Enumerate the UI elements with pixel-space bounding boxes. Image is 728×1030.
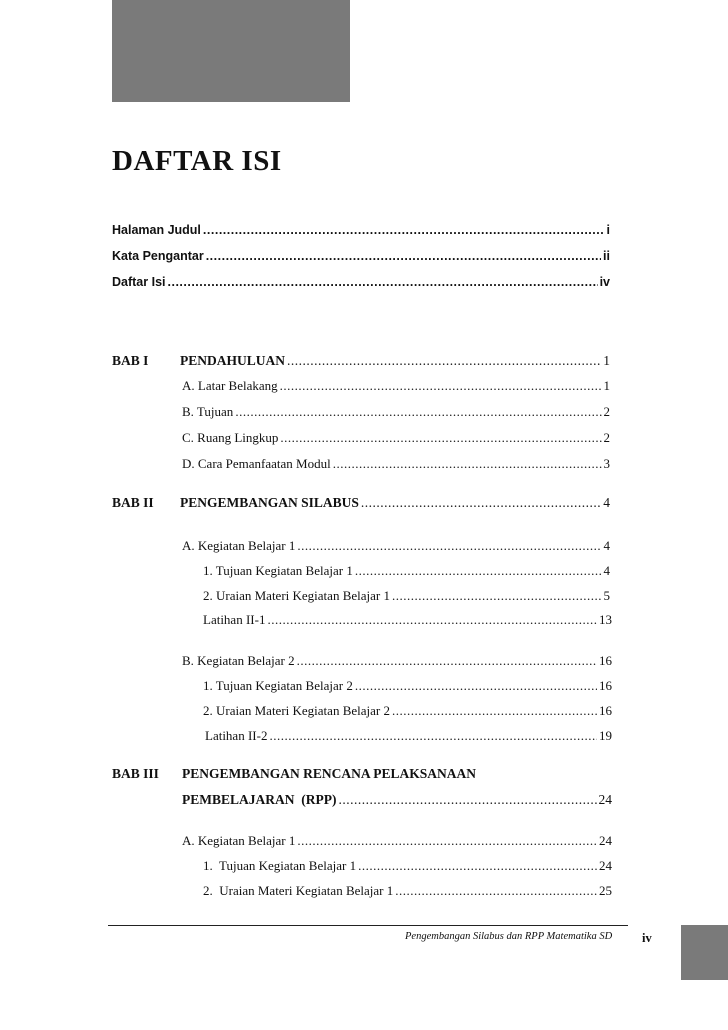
toc-entry-halaman-judul[interactable] (112, 221, 610, 239)
toc-entry-label: 2. Uraian Materi Kegiatan Belajar 1 (203, 588, 390, 603)
toc-entry-label: A. Kegiatan Belajar 1 (182, 538, 296, 553)
toc-entry-label: Latihan II-1 (203, 612, 266, 627)
toc-entry-tujuan-kb1[interactable] (203, 562, 610, 580)
toc-entry-page: 25 (599, 883, 612, 898)
toc-entry-label: D. Cara Pemanfaatan Modul (182, 456, 331, 471)
dot-leader (168, 273, 598, 291)
toc-entry-kata-pengantar[interactable] (112, 247, 610, 265)
dot-leader (297, 537, 601, 555)
toc-entry-latihan-ii-2[interactable] (205, 727, 612, 745)
toc-entry-label: 1. Tujuan Kegiatan Belajar 2 (203, 678, 353, 693)
toc-entry-page: 13 (599, 612, 612, 627)
dot-leader (395, 882, 597, 900)
toc-entry-page: 2 (603, 430, 610, 445)
toc-entry-page: ii (603, 249, 610, 263)
dot-leader (361, 494, 601, 512)
toc-entry-page: 5 (603, 588, 610, 603)
dot-leader (358, 857, 597, 875)
dot-leader (392, 587, 602, 605)
toc-entry-label: 1. Tujuan Kegiatan Belajar 1 (203, 563, 353, 578)
toc-chapter-title: PENDAHULUAN (180, 353, 286, 368)
toc-entry-label: B. Kegiatan Belajar 2 (182, 653, 295, 668)
dot-leader (333, 455, 602, 473)
toc-entry-page: 16 (599, 703, 612, 718)
dot-leader (267, 611, 597, 629)
toc-entry-uraian-materi-kb1-rpp[interactable] (203, 882, 612, 900)
toc-entry-daftar-isi[interactable] (112, 273, 610, 291)
chapter-code: BAB III (112, 766, 159, 781)
chapter-code: BAB II (112, 495, 154, 510)
toc-entry-uraian-materi-kb1[interactable] (203, 587, 610, 605)
dot-leader (235, 403, 601, 421)
toc-entry-page: 1 (603, 353, 610, 368)
toc-entry-page: iv (599, 275, 610, 289)
dot-leader (280, 377, 602, 395)
dot-leader (203, 221, 605, 239)
dot-leader (297, 832, 597, 850)
toc-entry-page: 16 (599, 678, 612, 693)
toc-entry-label: A. Latar Belakang (182, 378, 278, 393)
toc-entry-page: 1 (603, 378, 610, 393)
footer-grey-block (681, 925, 728, 980)
toc-chapter-bab-2[interactable] (180, 494, 610, 512)
toc-entry-kegiatan-belajar-2[interactable] (182, 652, 612, 670)
dot-leader (206, 247, 601, 265)
toc-entry-latar-belakang[interactable] (182, 377, 610, 395)
dot-leader (280, 429, 601, 447)
toc-entry-page: 24 (599, 833, 612, 848)
toc-chapter-title-line1[interactable]: PENGEMBANGAN RENCANA PELAKSANAAN (182, 766, 477, 781)
toc-entry-label: A. Kegiatan Belajar 1 (182, 833, 296, 848)
toc-entry-tujuan[interactable] (182, 403, 610, 421)
toc-entry-label: Halaman Judul (112, 223, 201, 237)
toc-entry-kegiatan-belajar-1[interactable] (182, 537, 610, 555)
dot-leader (355, 562, 602, 580)
header-grey-block (112, 0, 350, 102)
footer-divider (108, 925, 628, 926)
toc-entry-page: 19 (599, 728, 612, 743)
page-title: DAFTAR ISI (112, 145, 282, 177)
toc-chapter-title: PENGEMBANGAN SILABUS (180, 495, 359, 510)
toc-entry-label: Daftar Isi (112, 275, 166, 289)
dot-leader (392, 702, 597, 720)
toc-entry-page: 16 (599, 653, 612, 668)
toc-entry-tujuan-kb2[interactable] (203, 677, 612, 695)
footer-page-number: iv (642, 931, 652, 945)
toc-chapter-bab-1[interactable] (180, 352, 610, 370)
chapter-code: BAB I (112, 353, 149, 368)
toc-entry-label: Latihan II-2 (205, 728, 268, 743)
toc-entry-tujuan-kb1-rpp[interactable] (203, 857, 612, 875)
toc-entry-page: 4 (603, 538, 610, 553)
toc-entry-latihan-ii-1[interactable] (203, 611, 612, 629)
dot-leader (287, 352, 601, 370)
toc-entry-page: 4 (603, 563, 610, 578)
toc-entry-ruang-lingkup[interactable] (182, 429, 610, 447)
toc-chapter-title: PEMBELAJARAN (RPP) (182, 792, 337, 807)
toc-entry-page: 24 (598, 792, 612, 807)
toc-entry-label: 2. Uraian Materi Kegiatan Belajar 2 (203, 703, 390, 718)
toc-entry-page: 2 (603, 404, 610, 419)
toc-entry-label: B. Tujuan (182, 404, 234, 419)
toc-entry-page: 24 (599, 858, 612, 873)
dot-leader (355, 677, 597, 695)
toc-entry-kegiatan-belajar-1-rpp[interactable] (182, 832, 612, 850)
dot-leader (269, 727, 597, 745)
toc-entry-page: 3 (603, 456, 610, 471)
toc-entry-label: C. Ruang Lingkup (182, 430, 279, 445)
toc-entry-uraian-materi-kb2[interactable] (203, 702, 612, 720)
toc-entry-page: 4 (603, 495, 610, 510)
toc-entry-label: Kata Pengantar (112, 249, 204, 263)
toc-entry-cara-pemanfaatan-modul[interactable] (182, 455, 610, 473)
toc-entry-label: 2. Uraian Materi Kegiatan Belajar 1 (203, 883, 394, 898)
footer-running-title: Pengembangan Silabus dan RPP Matematika SD (405, 931, 613, 942)
dot-leader (339, 791, 597, 809)
toc-chapter-bab-3[interactable] (182, 791, 612, 809)
toc-entry-page: i (606, 223, 610, 237)
toc-entry-label: 1. Tujuan Kegiatan Belajar 1 (203, 858, 357, 873)
dot-leader (297, 652, 597, 670)
